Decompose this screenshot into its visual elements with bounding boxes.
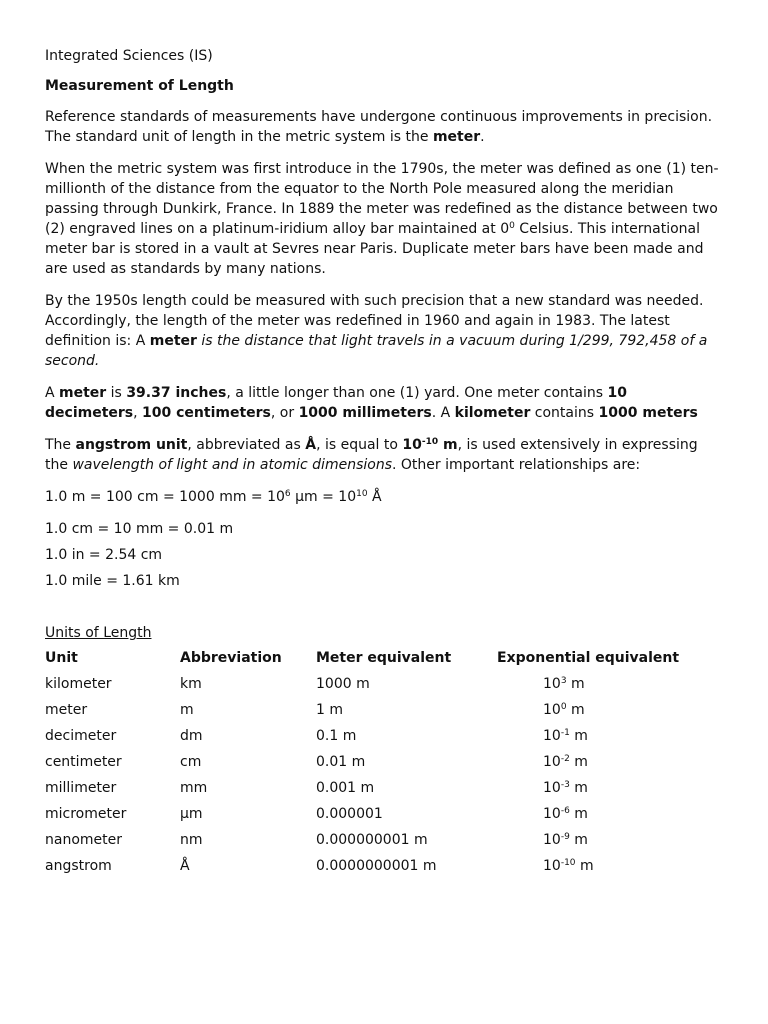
exponent-expression (497, 700, 585, 720)
exponent-expression (497, 674, 585, 694)
p3-italic: is the distance that light travels in a vacuum during 1/299, 792,458 of a second. (45, 333, 708, 369)
cell-unit: micrometer (45, 806, 127, 822)
p4-t3: , a little longer than one (1) yard. One meter contains (226, 385, 608, 401)
exponent-power: -9 (560, 832, 570, 842)
p4-b3: 10 decimeters (45, 385, 627, 421)
cell-abbreviation: dm (180, 728, 203, 744)
cell-abbreviation: cm (180, 754, 202, 770)
header-unit: Unit (45, 650, 78, 666)
equation-inch: 1.0 in = 2.54 cm (45, 547, 163, 563)
table-row (45, 804, 723, 830)
p2-text: When the metric system was first introduce in the 1790s, the meter was defined as one (1) ten-millionth of the distance from the equator to the North Pole measured along the meridian passing through Dunkirk, France. In 1889 the meter was redefined as the distance between two (2) engraved lines on a platinum-iridium alloy bar maintained at 0 (45, 161, 719, 237)
exponent-base: 10 (543, 858, 561, 874)
p5-b3-sup: -10 (421, 437, 439, 447)
exponent-power: -1 (560, 728, 570, 738)
exponent-power: 3 (560, 676, 567, 686)
p4-b4: 100 centimeters (142, 405, 271, 421)
equation-mile: 1.0 mile = 1.61 km (45, 573, 180, 589)
cell-exponential-equivalent (497, 726, 723, 752)
p2-text-end: Celsius. This international meter bar is stored in a vault at Sevres near Paris. Duplicate meter bars have been made and are used as standards by many nations. (45, 221, 704, 277)
table-row (45, 778, 723, 804)
header-abbreviation: Abbreviation (180, 650, 282, 666)
p5-t2: , abbreviated as (187, 437, 306, 453)
exponent-power: 0 (560, 702, 567, 712)
p4-b6: kilometer (454, 405, 531, 421)
cell-meter-equivalent: 0.01 m (316, 754, 366, 770)
exponent-power: -10 (560, 858, 576, 868)
cell-abbreviation: m (180, 702, 194, 718)
exponent-unit: m (569, 806, 588, 822)
exponent-unit: m (569, 780, 588, 796)
cell-abbreviation: km (180, 676, 202, 692)
p4-b5: 1000 millimeters (298, 405, 432, 421)
header-exponential-equivalent: Exponential equivalent (497, 650, 680, 666)
eq1-sup2: 10 (356, 489, 368, 499)
cell-meter-equivalent: 1000 m (316, 676, 370, 692)
p4-t1: A (45, 385, 60, 401)
p4-t5: , or (270, 405, 299, 421)
p3-bold: meter (149, 333, 197, 349)
p5-t4: , is used extensively in expressing the (45, 437, 698, 473)
exponent-unit: m (566, 702, 585, 718)
exponent-base: 10 (543, 754, 561, 770)
eq1-c: Å (367, 489, 382, 505)
exponent-base: 10 (543, 832, 561, 848)
p4-b7: 1000 meters (598, 405, 698, 421)
p4-t7: contains (530, 405, 599, 421)
p4-b1: meter (59, 385, 107, 401)
exponent-base: 10 (543, 702, 561, 718)
eq1-sup1: 6 (284, 489, 291, 499)
paragraph-angstrom (45, 435, 723, 475)
cell-exponential-equivalent (497, 856, 723, 882)
paragraph-conversions (45, 383, 723, 423)
table-row (45, 830, 723, 856)
table-row (45, 674, 723, 700)
p5-t3: , is equal to (316, 437, 403, 453)
equation-cm: 1.0 cm = 10 mm = 0.01 m (45, 521, 234, 537)
p1-bold: meter (432, 129, 481, 145)
exponent-unit: m (566, 676, 585, 692)
paragraph-definition (45, 291, 723, 371)
exponent-expression (497, 778, 588, 798)
cell-exponential-equivalent (497, 752, 723, 778)
exponent-base: 10 (543, 728, 561, 744)
exponent-unit: m (569, 754, 588, 770)
p5-b2: Å (305, 437, 317, 453)
p1-text: Reference standards of measurements have undergone continuous improvements in precision. The standard unit of length in the metric system is the (45, 109, 713, 145)
exponent-base: 10 (543, 676, 561, 692)
cell-unit: meter (45, 702, 88, 718)
cell-abbreviation: μm (180, 806, 203, 822)
cell-unit: nanometer (45, 832, 122, 848)
cell-unit: decimeter (45, 728, 117, 744)
exponent-base: 10 (543, 780, 561, 796)
exponent-expression (497, 752, 588, 772)
cell-meter-equivalent: 0.1 m (316, 728, 357, 744)
paragraph-standards (45, 107, 723, 147)
cell-abbreviation: mm (180, 780, 208, 796)
cell-abbreviation: Å (180, 858, 190, 874)
cell-exponential-equivalent (497, 700, 723, 726)
exponent-unit: m (569, 832, 588, 848)
table-row (45, 700, 723, 726)
exponent-expression (497, 830, 588, 850)
p3-text: By the 1950s length could be measured with such precision that a new standard was needed. Accordingly, the length of the meter was redefined in 1960 and again in 1983. The latest definition is: A (45, 293, 704, 349)
exponent-base: 10 (543, 806, 561, 822)
p4-t4: , (133, 405, 143, 421)
p5-b1: angstrom unit (75, 437, 188, 453)
cell-meter-equivalent: 1 m (316, 702, 343, 718)
units-table (45, 648, 723, 882)
p5-b3-base: 10 (402, 437, 422, 453)
exponent-unit: m (569, 728, 588, 744)
cell-exponential-equivalent (497, 830, 723, 856)
table-row (45, 726, 723, 752)
p5-italic: wavelength of light and in atomic dimensions (72, 457, 392, 473)
exponent-expression (497, 804, 588, 824)
p1-end: . (480, 129, 485, 145)
cell-unit: kilometer (45, 676, 112, 692)
p4-t6: . A (431, 405, 455, 421)
cell-unit: centimeter (45, 754, 122, 770)
p2-sup: 0 (509, 221, 515, 231)
exponent-expression (497, 856, 594, 876)
paragraph-history (45, 159, 723, 279)
p5-b3 (402, 437, 457, 453)
eq1-b: μm = 10 (290, 489, 357, 505)
cell-abbreviation: nm (180, 832, 203, 848)
equation-metric-chain (45, 487, 723, 507)
p5-t5: . Other important relationships are: (392, 457, 641, 473)
table-caption: Units of Length (45, 625, 152, 641)
p4-t2: is (106, 385, 127, 401)
p5-t1: The (45, 437, 76, 453)
cell-exponential-equivalent (497, 674, 723, 700)
table-header-row (45, 648, 723, 674)
table-row (45, 856, 723, 882)
exponent-power: -2 (560, 754, 570, 764)
cell-meter-equivalent: 0.000001 (316, 806, 383, 822)
exponent-unit: m (575, 858, 594, 874)
exponent-power: -3 (560, 780, 570, 790)
p5-b4: m (438, 437, 458, 453)
eq1-a: 1.0 m = 100 cm = 1000 mm = 10 (45, 489, 285, 505)
cell-exponential-equivalent (497, 778, 723, 804)
cell-exponential-equivalent (497, 804, 723, 830)
cell-meter-equivalent: 0.000000001 m (316, 832, 428, 848)
table-row (45, 752, 723, 778)
p4-b2: 39.37 inches (126, 385, 227, 401)
cell-unit: millimeter (45, 780, 117, 796)
exponent-power: -6 (560, 806, 570, 816)
page-heading: Measurement of Length (45, 78, 234, 94)
header-meter-equivalent: Meter equivalent (316, 650, 452, 666)
cell-meter-equivalent: 0.001 m (316, 780, 375, 796)
exponent-expression (497, 726, 588, 746)
course-title: Integrated Sciences (IS) (45, 48, 213, 64)
cell-unit: angstrom (45, 858, 112, 874)
cell-meter-equivalent: 0.0000000001 m (316, 858, 437, 874)
